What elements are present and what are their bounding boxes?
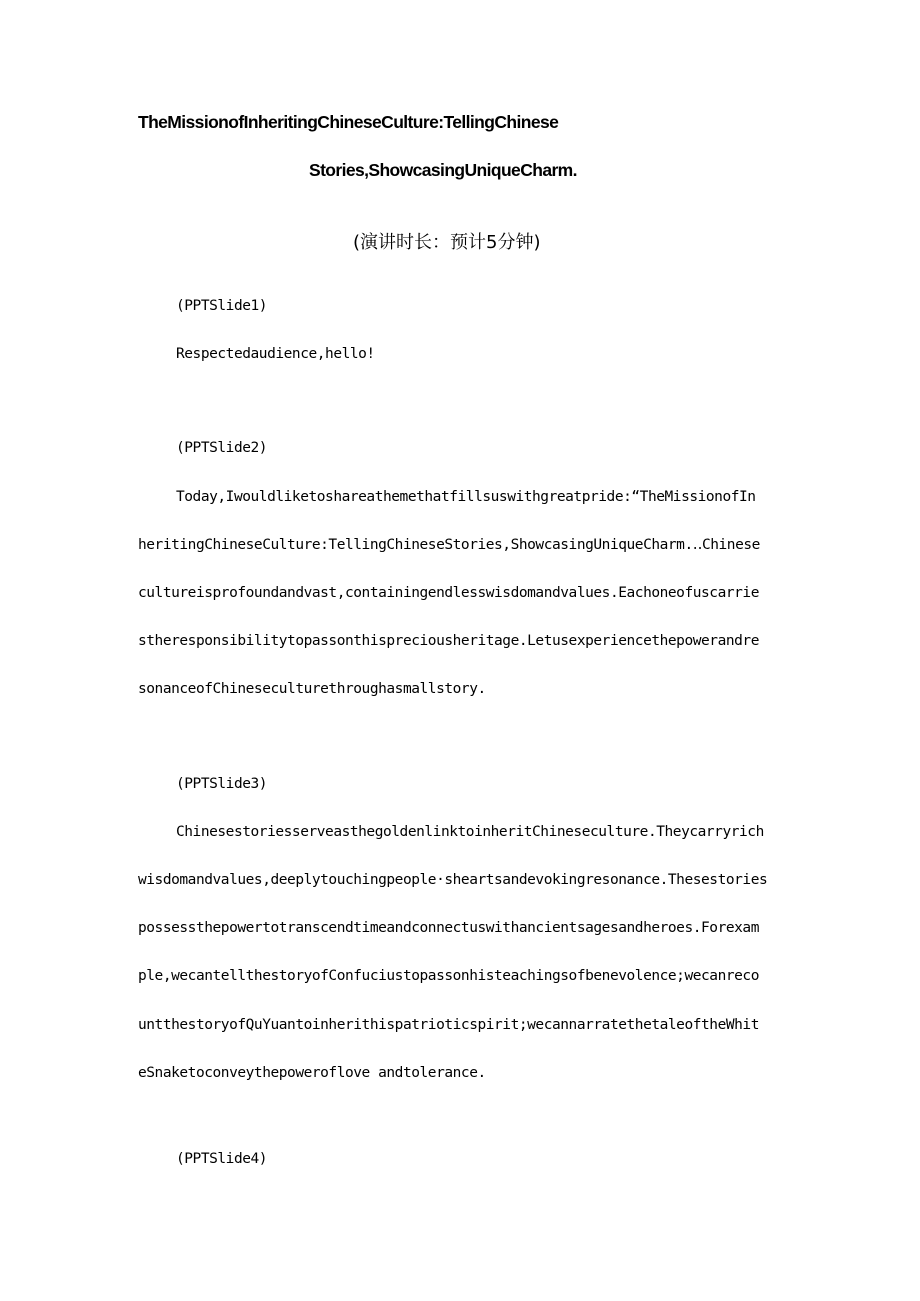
slide-label-4: (PPTSlide4)	[176, 1151, 268, 1167]
document-title-line-2: Stories,ShowcasingUniqueCharm.	[309, 160, 577, 180]
paragraph-line: ChinesestoriesserveasthegoldenlinktoinheritChineseculture.Theycarryrich	[176, 824, 764, 840]
speech-duration: (演讲时长：预计5分钟)	[353, 232, 541, 253]
slide-label-3: (PPTSlide3)	[176, 776, 268, 792]
paragraph-line: wisdomandvalues,deeplytouchingpeople·sheartsandevokingresonance.Thesestories	[138, 872, 768, 888]
paragraph-line: cultureisprofoundandvast,containingendlesswisdomandvalues.Eachoneofuscarrie	[138, 585, 759, 601]
paragraph-line: Respectedaudience,hello!	[176, 346, 375, 362]
paragraph-line: sonanceofChineseculturethroughasmallstory.	[138, 681, 486, 697]
document-title-line-1: TheMissionofInheritingChineseCulture:TellingChinese	[138, 112, 559, 132]
paragraph-line: possessthepowertotranscendtimeandconnectuswithancientsagesandheroes.Forexam	[138, 920, 759, 936]
paragraph-line: Today,Iwouldliketoshareathemethatfillsuswithgreatpride:“TheMissionofIn	[176, 489, 756, 505]
paragraph-line: untthestoryofQuYuantoinherithispatrioticspirit;wecannarratethetaleoftheWhit	[138, 1017, 759, 1033]
paragraph-line: heritingChineseCulture:TellingChineseStories,ShowcasingUniqueCharm.‥Chinese	[138, 537, 760, 553]
paragraph-line: stheresponsibilitytopassonthispreciousheritage.Letusexperiencethepowerandre	[138, 633, 759, 649]
slide-label-2: (PPTSlide2)	[176, 440, 268, 456]
slide-label-1: (PPTSlide1)	[176, 298, 268, 314]
paragraph-line: eSnaketoconveythepoweroflove andtolerance.	[138, 1065, 486, 1081]
paragraph-line: ple,wecantellthestoryofConfuciustopassonhisteachingsofbenevolence;wecanreco	[138, 968, 759, 984]
